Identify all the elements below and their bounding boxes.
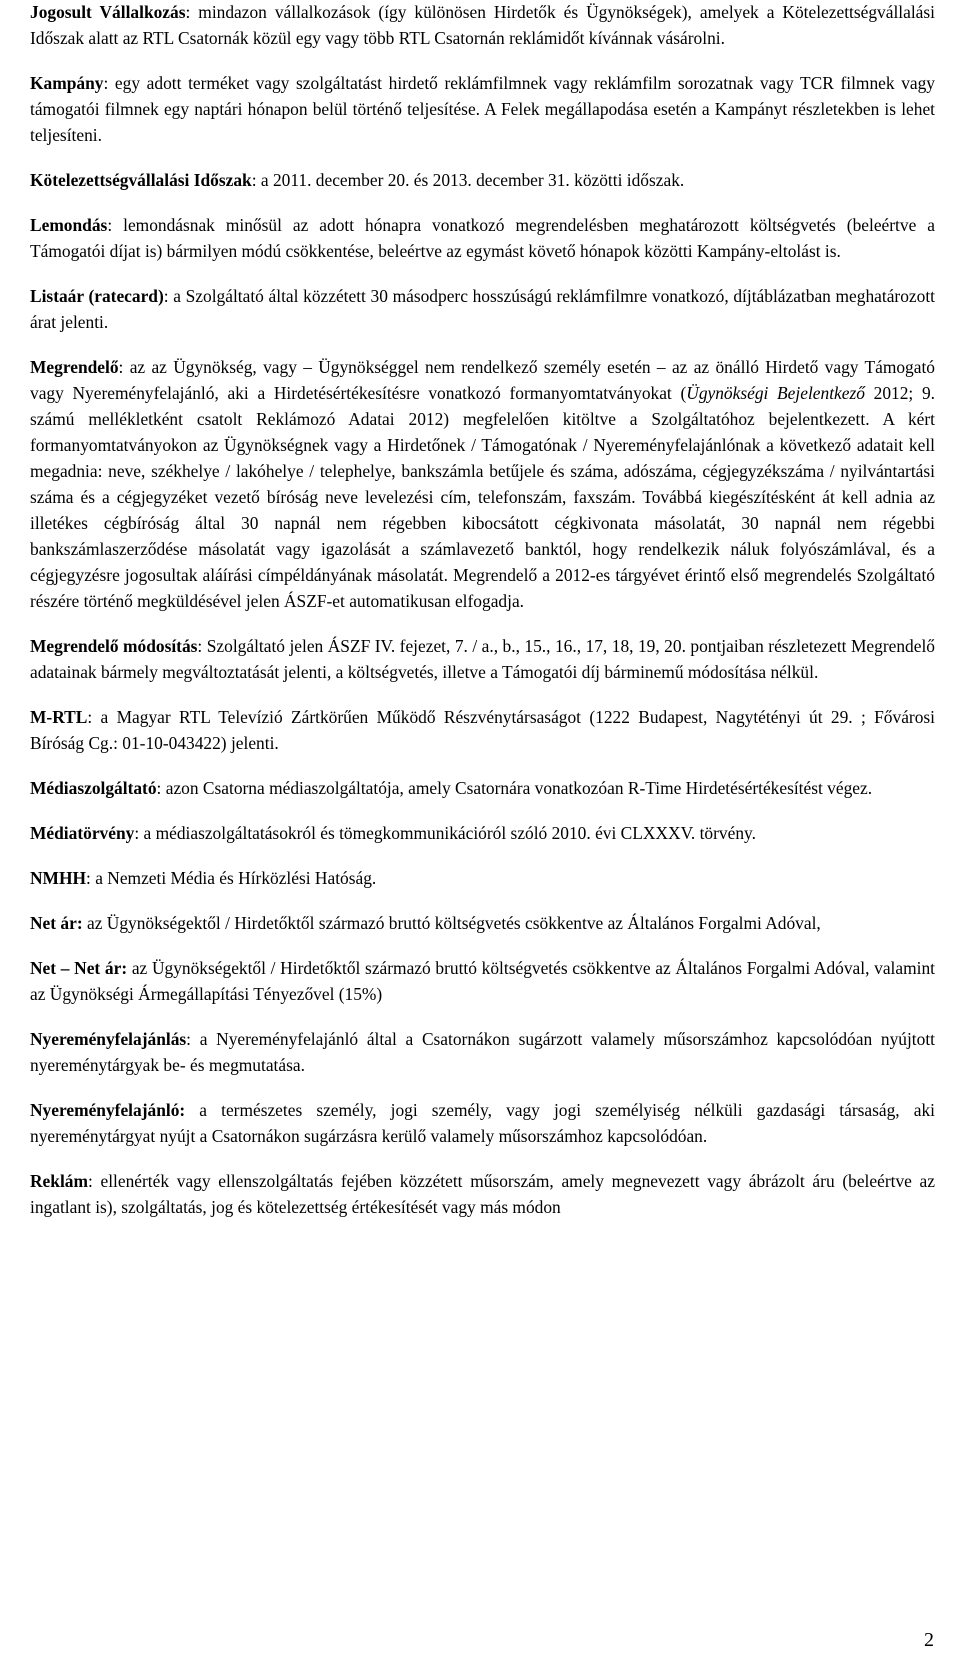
definition-text: : azon Csatorna médiaszolgáltatója, amely Csatornára vonatkozóan R-Time Hirdetésértékesítést végez. <box>156 778 873 798</box>
definition-term: Nyereményfelajánló: <box>30 1100 186 1120</box>
definition-text: : a Szolgáltató által közzétett 30 másodperc hosszúságú reklámfilmre vonatkozó, díjtáblázatban meghatározott árat jelenti. <box>30 286 936 332</box>
definition-lemondas <box>30 212 935 264</box>
definition-term: Jogosult Vállalkozás <box>30 2 186 22</box>
definition-text: : egy adott terméket vagy szolgáltatást hirdető reklámfilmnek vagy reklámfilm sorozatnak vagy TCR filmnek vagy támogatói filmnek egy naptári hónapon belül történő teljesítése. A Felek megállapodása esetén a Kampányt részletekben is lehet teljesíteni. <box>30 73 935 145</box>
definition-m-rtl <box>30 704 935 756</box>
definition-term: M-RTL <box>30 707 88 727</box>
definition-italic-text: Ügynökségi Bejelentkező <box>686 383 865 403</box>
definition-net-net-ar <box>30 955 935 1007</box>
definition-kotelezettsegvallalasi-idoszak <box>30 167 935 193</box>
definition-megrendelo-modositas <box>30 633 935 685</box>
definition-term: Net – Net ár: <box>30 958 128 978</box>
definition-jogosult-vallalkozas <box>30 0 935 51</box>
definition-term: NMHH <box>30 868 87 888</box>
definition-text: : lemondásnak minősül az adott hónapra vonatkozó megrendelésben meghatározott költségvetés (beleértve a Támogatói díjat is) bármilyen módú csökkentése, beleértve az egymást követő hónapok közötti Kampány-eltolást is. <box>30 215 935 261</box>
document-page <box>30 0 935 1239</box>
page-number: 2 <box>924 1629 934 1651</box>
definition-reklam <box>30 1168 935 1220</box>
definition-text: 2012; 9. számú mellékletként csatolt Reklámozó Adatai 2012) megfelelően kitöltve a Szolgáltatóhoz bejelentkezett. A kért formanyomtatványokon az Ügynökségnek vagy a Hirdetőnek / Támogatónak / Nyereményfelajánlónak a következő adatait kell megadnia: neve, székhelye / lakóhelye / telephelye, bankszámla betűjele és száma, adószáma, cégjegyzékszáma / nyilvántartási száma és a cégjegyzéket vezető bíróság neve levelezési cím, telefonszám, faxszám. Továbbá kiegészítésként át kell adnia az illetékes cégbíróság által 30 napnál nem régebben kibocsátott cégkivonata másolatát, 30 napnál nem régebbi bankszámlaszerződése másolatát vagy igazolását a számlavezető banktól, hogy rendelkezik náluk folyószámlával, és a cégjegyzésre jogosultak aláírási címpéldányának másolatát. Megrendelő a 2012-es tárgyévet érintő első megrendelés Szolgáltató részére történő megküldésével jelen ÁSZF-et automatikusan elfogadja. <box>30 383 935 611</box>
definition-net-ar <box>30 910 935 936</box>
definition-term: Listaár (ratecard) <box>30 286 164 306</box>
definition-term: Net ár: <box>30 913 83 933</box>
definition-text: : ellenérték vagy ellenszolgáltatás fejében közzétett műsorszám, amely megnevezett vagy ábrázolt áru (beleértve az ingatlant is), szolgáltatás, jog és kötelezettség értékesítését vagy más módon <box>30 1171 935 1217</box>
definition-text: : a Nyereményfelajánló által a Csatornákon sugárzott valamely műsorszámhoz kapcsolódóan nyújtott nyereménytárgyak be- és megmutatása. <box>30 1029 935 1075</box>
definition-text: : Szolgáltató jelen ÁSZF IV. fejezet, 7. / a., b., 15., 16., 17, 18, 19, 20. pontjaiban részletezett Megrendelő adatainak bármely megváltoztatását jelenti, a költségvetés, illetve a Támogatói díj bárminemű módosítása nélkül. <box>30 636 935 682</box>
definition-text: : a médiaszolgáltatásokról és tömegkommunikációról szóló 2010. évi CLXXXV. törvény. <box>134 823 756 843</box>
definition-term: Médiatörvény <box>30 823 135 843</box>
definition-listaar <box>30 283 935 335</box>
definition-term: Nyereményfelajánlás <box>30 1029 187 1049</box>
definition-mediaszolgaltato <box>30 775 935 801</box>
definition-term: Lemondás <box>30 215 108 235</box>
definition-text: az Ügynökségektől / Hirdetőktől származó bruttó költségvetés csökkentve az Általános Forgalmi Adóval, valamint az Ügynökségi Ármegállapítási Tényezővel (15%) <box>30 958 935 1004</box>
definition-text: : az az Ügynökség, vagy – Ügynökséggel nem rendelkező személy esetén – az az önálló Hirdető vagy Támogató vagy Nyereményfelajánló, aki a Hirdetésértékesítésre vonatkozó formanyomtatványokat ( <box>30 357 935 403</box>
definition-mediatorveny <box>30 820 935 846</box>
definition-term: Kötelezettségvállalási Időszak <box>30 170 252 190</box>
definition-term: Kampány <box>30 73 104 93</box>
definition-text: : a 2011. december 20. és 2013. december 31. közötti időszak. <box>251 170 685 190</box>
definition-nmhh <box>30 865 935 891</box>
definition-term: Médiaszolgáltató <box>30 778 157 798</box>
definition-term: Megrendelő <box>30 357 119 377</box>
definition-text: : mindazon vállalkozások (így különösen Hirdetők és Ügynökségek), amelyek a Kötelezettségvállalási Időszak alatt az RTL Csatornák közül egy vagy több RTL Csatornán reklámidőt kívánnak vásárolni. <box>30 2 935 48</box>
definition-text: az Ügynökségektől / Hirdetőktől származó bruttó költségvetés csökkentve az Általános Forgalmi Adóval, <box>82 913 821 933</box>
definition-text: : a Nemzeti Média és Hírközlési Hatóság. <box>86 868 377 888</box>
definition-nyeremenyfelajanlo <box>30 1097 935 1149</box>
definition-term: Reklám <box>30 1171 88 1191</box>
definition-nyeremenyfelajanlas <box>30 1026 935 1078</box>
definition-text: : a Magyar RTL Televízió Zártkörűen Működő Részvénytársaságot (1222 Budapest, Nagytétényi út 29. ; Fővárosi Bíróság Cg.: 01-10-043422) jelenti. <box>30 707 935 753</box>
definition-kampany <box>30 70 935 148</box>
definition-text: a természetes személy, jogi személy, vagy jogi személyiség nélküli gazdasági társaság, aki nyereménytárgyat nyújt a Csatornákon sugárzásra kerülő valamely műsorszámhoz kapcsolódóan. <box>30 1100 935 1146</box>
definition-megrendelo <box>30 354 935 614</box>
definition-term: Megrendelő módosítás <box>30 636 198 656</box>
